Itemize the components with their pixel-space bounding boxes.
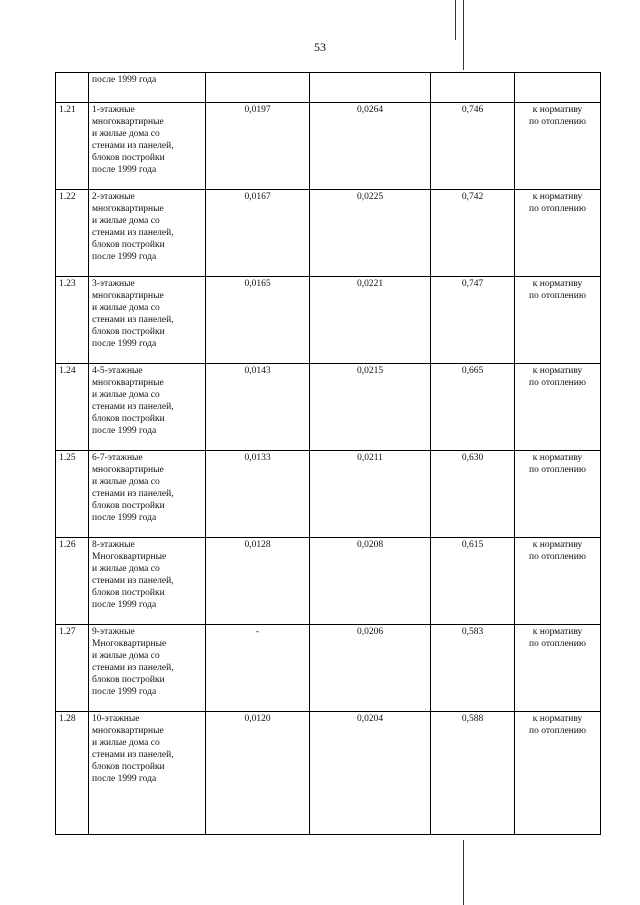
cell-value-3: 0,630 <box>431 451 515 538</box>
table-row <box>56 190 601 277</box>
cell-note: к нормативу по отоплению <box>515 451 601 538</box>
scan-artifact-line <box>455 0 456 40</box>
cell-value-1: 0,0197 <box>206 103 310 190</box>
cell-note: к нормативу по отоплению <box>515 712 601 835</box>
cell-name: 6-7-этажные многоквартирные и жилые дома со стенами из панелей, блоков постройки после 1999 года <box>89 451 206 538</box>
cell-number: 1.24 <box>56 364 89 451</box>
cell-value-3: 0,583 <box>431 625 515 712</box>
cell-value-3: 0,742 <box>431 190 515 277</box>
cell-name: после 1999 года <box>89 73 206 103</box>
cell-value-1: 0,0120 <box>206 712 310 835</box>
table-row <box>56 277 601 364</box>
cell-number: 1.22 <box>56 190 89 277</box>
cell-name: 10-этажные многоквартирные и жилые дома со стенами из панелей, блоков постройки после 1999 года <box>89 712 206 835</box>
table-row <box>56 103 601 190</box>
cell-note: к нормативу по отоплению <box>515 103 601 190</box>
cell-name: 2-этажные многоквартирные и жилые дома со стенами из панелей, блоков постройки после 1999 года <box>89 190 206 277</box>
cell-value-1 <box>206 73 310 103</box>
page-number: 53 <box>314 40 326 54</box>
cell-value-2: 0,0264 <box>310 103 431 190</box>
cell-note <box>515 73 601 103</box>
cell-value-3: 0,615 <box>431 538 515 625</box>
cell-note: к нормативу по отоплению <box>515 625 601 712</box>
cell-note: к нормативу по отоплению <box>515 538 601 625</box>
cell-value-1: 0,0167 <box>206 190 310 277</box>
cell-value-2: 0,0206 <box>310 625 431 712</box>
cell-value-3: 0,665 <box>431 364 515 451</box>
cell-number: 1.25 <box>56 451 89 538</box>
cell-name: 1-этажные многоквартирные и жилые дома со стенами из панелей, блоков постройки после 1999 года <box>89 103 206 190</box>
cell-name: 4-5-этажные многоквартирные и жилые дома со стенами из панелей, блоков постройки после 1999 года <box>89 364 206 451</box>
cell-number: 1.21 <box>56 103 89 190</box>
cell-number: 1.27 <box>56 625 89 712</box>
cell-value-3: 0,746 <box>431 103 515 190</box>
cell-name: 9-этажные Многоквартирные и жилые дома со стенами из панелей, блоков постройки после 1999 года <box>89 625 206 712</box>
cell-value-1: 0,0128 <box>206 538 310 625</box>
cell-value-3: 0,747 <box>431 277 515 364</box>
table-row <box>56 451 601 538</box>
table-row <box>56 625 601 712</box>
table-row <box>56 364 601 451</box>
cell-value-1: - <box>206 625 310 712</box>
cell-name: 3-этажные многоквартирные и жилые дома со стенами из панелей, блоков постройки после 1999 года <box>89 277 206 364</box>
cell-value-2: 0,0221 <box>310 277 431 364</box>
cell-value-1: 0,0165 <box>206 277 310 364</box>
cell-value-2: 0,0215 <box>310 364 431 451</box>
cell-number <box>56 73 89 103</box>
table-row <box>56 712 601 835</box>
cell-value-3 <box>431 73 515 103</box>
cell-value-2: 0,0204 <box>310 712 431 835</box>
cell-note: к нормативу по отоплению <box>515 190 601 277</box>
cell-note: к нормативу по отоплению <box>515 364 601 451</box>
cell-value-3: 0,588 <box>431 712 515 835</box>
cell-note: к нормативу по отоплению <box>515 277 601 364</box>
cell-value-2: 0,0208 <box>310 538 431 625</box>
cell-value-2: 0,0225 <box>310 190 431 277</box>
scan-artifact-line <box>463 0 464 70</box>
cell-name: 8-этажные Многоквартирные и жилые дома со стенами из панелей, блоков постройки после 1999 года <box>89 538 206 625</box>
cell-number: 1.28 <box>56 712 89 835</box>
cell-value-1: 0,0133 <box>206 451 310 538</box>
cell-value-2 <box>310 73 431 103</box>
table-row <box>56 538 601 625</box>
cell-value-2: 0,0211 <box>310 451 431 538</box>
cell-value-1: 0,0143 <box>206 364 310 451</box>
cell-number: 1.23 <box>56 277 89 364</box>
cell-number: 1.26 <box>56 538 89 625</box>
scan-artifact-line <box>463 840 464 905</box>
table-row-continuation <box>56 73 601 103</box>
norms-table <box>55 72 601 835</box>
